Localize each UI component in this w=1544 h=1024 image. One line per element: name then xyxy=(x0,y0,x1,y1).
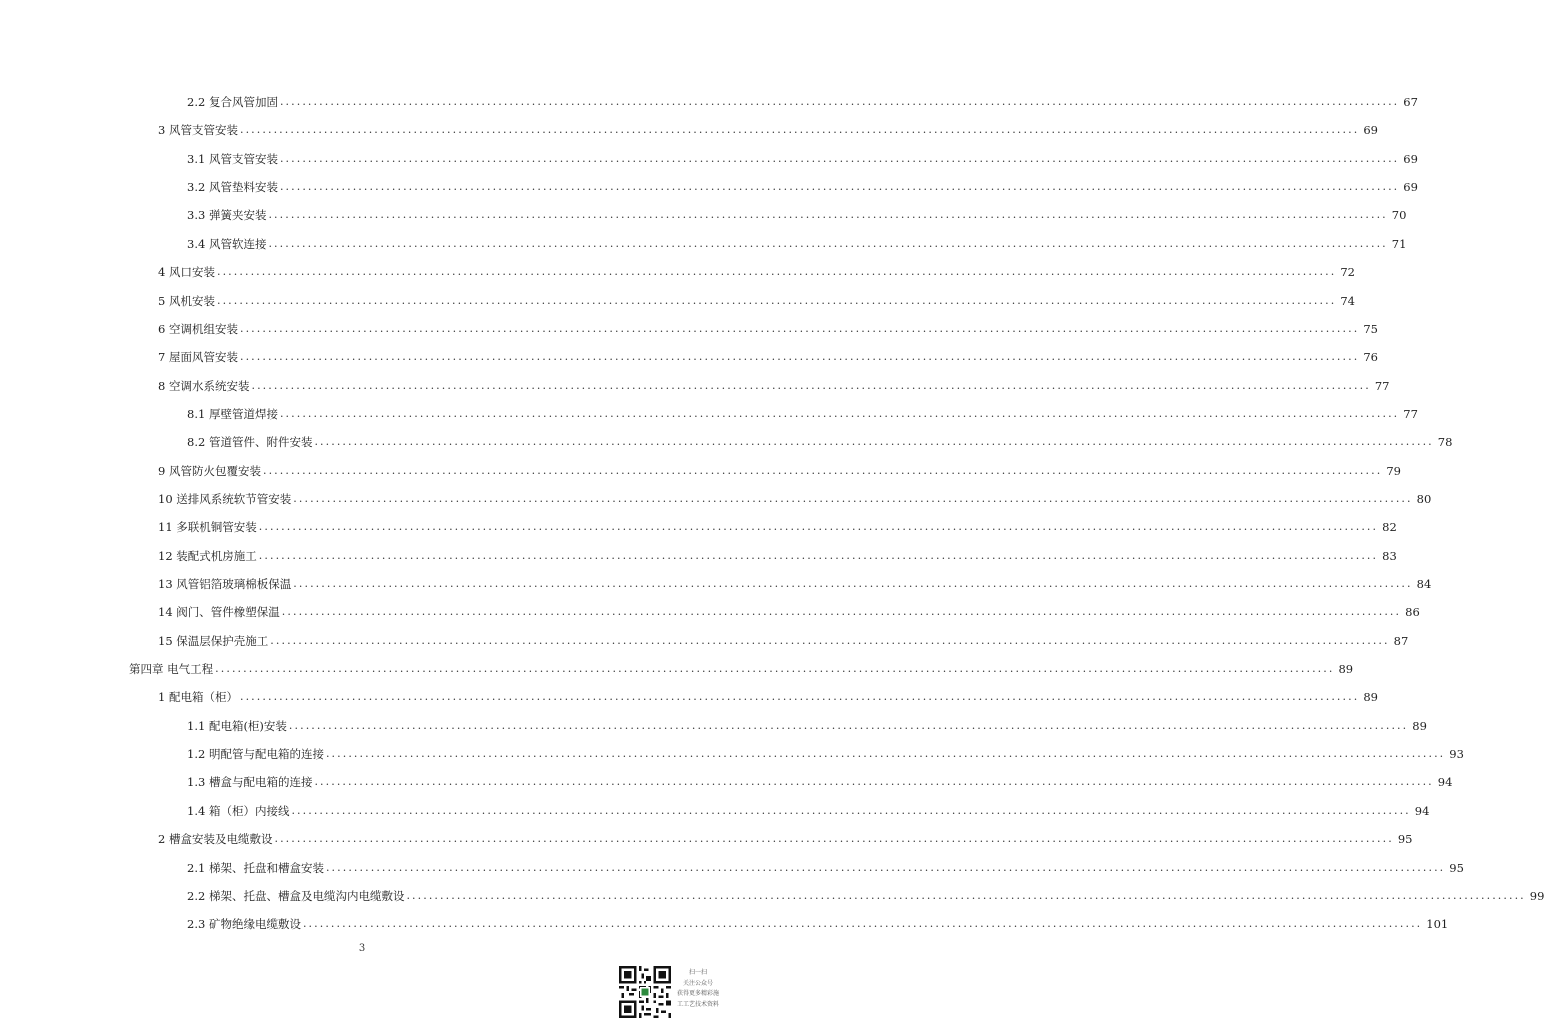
toc-entry-title: 3.3 弹簧夹安装 xyxy=(187,208,267,223)
toc-dot-leader: ........................................................................................................................................................................................................ xyxy=(325,860,1446,874)
toc-entry-page: 82 xyxy=(1382,520,1397,535)
toc-entry-title: 8.2 管道管件、附件安装 xyxy=(187,435,313,450)
toc-entry-page: 95 xyxy=(1397,832,1413,847)
toc-entry xyxy=(187,743,1464,762)
toc-entry xyxy=(158,828,1413,847)
toc-dot-leader: ........................................................................................................................................................................................................ xyxy=(279,151,1400,165)
toc-entry-title: 1 配电箱（柜） xyxy=(158,690,238,705)
toc-entry xyxy=(187,885,1544,903)
toc-entry-page: 89 xyxy=(1338,662,1354,676)
toc-entry-title: 1.4 箱（柜）内接线 xyxy=(187,803,290,818)
toc-entry xyxy=(129,658,1354,676)
toc-entry-title: 3.4 风管软连接 xyxy=(187,236,267,251)
toc-entry-page: 89 xyxy=(1412,718,1427,733)
toc-entry-title: 1.1 配电箱(柜)安装 xyxy=(187,718,287,733)
toc-entry-page: 99 xyxy=(1529,888,1544,903)
toc-entry xyxy=(158,573,1432,591)
toc-entry-page: 70 xyxy=(1391,208,1407,223)
toc-entry-title: 7 屋面风管安装 xyxy=(158,350,238,365)
toc-entry-page: 78 xyxy=(1437,435,1453,450)
toc-entry-title: 2.2 梯架、托盘、槽盒及电缆沟内电缆敷设 xyxy=(187,888,405,903)
toc-entry xyxy=(187,148,1418,166)
toc-entry-page: 75 xyxy=(1363,321,1378,336)
toc-entry xyxy=(158,488,1432,506)
toc-dot-leader: ........................................................................................................................................................................................................ xyxy=(262,463,1383,477)
toc-entry-page: 77 xyxy=(1374,378,1390,393)
toc-entry xyxy=(158,516,1397,535)
toc-entry xyxy=(158,601,1420,620)
toc-dot-leader: ........................................................................................................................................................................................................ xyxy=(288,718,1409,732)
toc-entry-page: 80 xyxy=(1416,491,1432,506)
qr-caption-line: 关注公众号 xyxy=(682,979,713,987)
qr-caption-line: 获得更多精彩施 xyxy=(676,990,719,997)
toc-entry-title: 6 空调机组安装 xyxy=(158,321,238,336)
toc-entry-title: 3 风管支管安装 xyxy=(158,123,238,138)
toc-dot-leader: ........................................................................................................................................................................................................ xyxy=(270,633,1390,647)
toc-entry xyxy=(187,431,1453,450)
toc-dot-leader: ........................................................................................................................................................................................................ xyxy=(274,832,1394,846)
toc-entry-title: 12 装配式机房施工 xyxy=(158,548,257,563)
toc-dot-leader: ........................................................................................................................................................................................................ xyxy=(216,293,1337,307)
toc-entry-page: 77 xyxy=(1403,406,1418,421)
toc-entry-title: 3.2 风管垫料安装 xyxy=(187,180,278,195)
qr-caption xyxy=(674,968,722,1010)
toc-entry-title: 1.3 槽盒与配电箱的连接 xyxy=(187,775,313,790)
toc-dot-leader: ........................................................................................................................................................................................................ xyxy=(293,491,1413,505)
toc-dot-leader: ........................................................................................................................................................................................................ xyxy=(279,406,1400,420)
toc-dot-leader: ........................................................................................................................................................................................................ xyxy=(325,747,1446,761)
toc-dot-leader: ........................................................................................................................................................................................................ xyxy=(251,378,1371,392)
page-number: 3 xyxy=(358,943,366,954)
toc-entry-page: 71 xyxy=(1391,236,1407,251)
toc-entry-title: 3.1 风管支管安装 xyxy=(187,151,278,166)
toc-entry-page: 86 xyxy=(1405,605,1420,620)
toc-entry-page: 93 xyxy=(1449,747,1464,762)
toc-entry xyxy=(158,290,1355,308)
toc-dot-leader: ........................................................................................................................................................................................................ xyxy=(268,236,1388,250)
toc-entry-title: 2.3 矿物绝缘电缆敷设 xyxy=(187,917,301,932)
toc-dot-leader: ........................................................................................................................................................................................................ xyxy=(302,917,1423,931)
toc-entry-title: 10 送排风系统软节管安装 xyxy=(158,491,292,506)
toc-entry-title: 14 阀门、管件橡塑保温 xyxy=(158,605,280,620)
toc-entry-page: 79 xyxy=(1386,463,1401,478)
toc-dot-leader: ........................................................................................................................................................................................................ xyxy=(279,180,1400,194)
toc-dot-leader: ........................................................................................................................................................................................................ xyxy=(406,888,1526,902)
toc-entry-title: 第四章 电气工程 xyxy=(129,662,214,676)
toc-entry xyxy=(187,91,1418,109)
toc-dot-leader: ........................................................................................................................................................................................................ xyxy=(268,208,1388,222)
toc-dot-leader: ........................................................................................................................................................................................................ xyxy=(215,662,1335,675)
toc-entry xyxy=(187,233,1407,251)
toc-entry-title: 5 风机安装 xyxy=(158,293,215,308)
toc-entry-page: 83 xyxy=(1382,548,1397,563)
toc-dot-leader: ........................................................................................................................................................................................................ xyxy=(291,803,1411,817)
toc-entry-page: 94 xyxy=(1414,803,1430,818)
toc-dot-leader: ........................................................................................................................................................................................................ xyxy=(293,577,1413,590)
toc-entry-page: 95 xyxy=(1449,860,1464,875)
toc-entry-title: 4 风口安装 xyxy=(158,265,215,280)
toc-entry-title: 1.2 明配管与配电箱的连接 xyxy=(187,747,324,762)
toc-entry-page: 74 xyxy=(1340,293,1355,308)
toc-entry-page: 89 xyxy=(1363,690,1378,705)
toc-entry xyxy=(187,204,1407,223)
toc-entry xyxy=(187,403,1418,421)
toc-dot-leader: ........................................................................................................................................................................................................ xyxy=(216,265,1337,279)
toc-entry xyxy=(158,460,1401,478)
toc-dot-leader: ........................................................................................................................................................................................................ xyxy=(258,520,1379,534)
toc-entry-page: 72 xyxy=(1340,265,1355,280)
toc-entry-title: 8.1 厚壁管道焊接 xyxy=(187,406,278,421)
toc-dot-leader: ........................................................................................................................................................................................................ xyxy=(281,605,1402,619)
qr-caption-line: 工工艺技术资料 xyxy=(676,1000,719,1008)
toc-entry xyxy=(158,630,1409,648)
toc-entry xyxy=(158,545,1397,563)
toc-dot-leader: ........................................................................................................................................................................................................ xyxy=(239,350,1360,364)
toc-entry-title: 15 保温层保护壳施工 xyxy=(158,633,269,648)
toc-entry xyxy=(187,857,1464,875)
toc-entry-title: 2.2 复合风管加固 xyxy=(187,95,278,109)
toc-entry xyxy=(187,800,1430,818)
toc-entry-title: 8 空调水系统安装 xyxy=(158,378,250,393)
toc-entry-title: 2.1 梯架、托盘和槽盒安装 xyxy=(187,860,324,875)
toc-entry-title: 2 槽盒安装及电缆敷设 xyxy=(158,832,273,847)
toc-entry xyxy=(158,346,1378,365)
toc-entry-page: 87 xyxy=(1393,633,1409,648)
toc-entry-page: 101 xyxy=(1426,917,1449,932)
toc-entry-page: 67 xyxy=(1403,95,1418,109)
toc-entry-page: 69 xyxy=(1363,123,1378,138)
toc-entry xyxy=(158,318,1378,336)
toc-entry xyxy=(187,176,1418,195)
toc-entry xyxy=(187,771,1453,790)
toc-entry-page: 69 xyxy=(1403,151,1418,166)
toc-entry-title: 13 风管铝箔玻璃棉板保温 xyxy=(158,577,292,591)
toc-entry xyxy=(158,119,1378,138)
toc-dot-leader: ........................................................................................................................................................................................................ xyxy=(258,548,1379,562)
toc-entry xyxy=(187,715,1427,733)
toc-dot-leader: ........................................................................................................................................................................................................ xyxy=(314,435,1434,449)
toc-dot-leader: ........................................................................................................................................................................................................ xyxy=(239,123,1360,137)
qr-caption-line: 扫一扫 xyxy=(688,969,707,976)
toc-entry-page: 69 xyxy=(1403,180,1418,195)
toc-dot-leader: ........................................................................................................................................................................................................ xyxy=(239,690,1360,704)
toc-dot-leader: ........................................................................................................................................................................................................ xyxy=(314,775,1434,789)
toc-entry xyxy=(187,913,1449,932)
qr-code-icon xyxy=(619,966,671,1018)
toc-entry-page: 94 xyxy=(1437,775,1453,790)
toc-entry xyxy=(158,261,1355,280)
toc-entry-title: 9 风管防火包覆安装 xyxy=(158,463,261,478)
toc-entry xyxy=(158,375,1390,393)
toc-dot-leader: ........................................................................................................................................................................................................ xyxy=(279,95,1400,108)
toc-entry-page: 84 xyxy=(1416,577,1432,591)
toc-entry xyxy=(158,686,1378,705)
toc-entry-page: 76 xyxy=(1363,350,1378,365)
toc-dot-leader: ........................................................................................................................................................................................................ xyxy=(239,321,1360,335)
toc-entry-title: 11 多联机铜管安装 xyxy=(158,520,257,535)
